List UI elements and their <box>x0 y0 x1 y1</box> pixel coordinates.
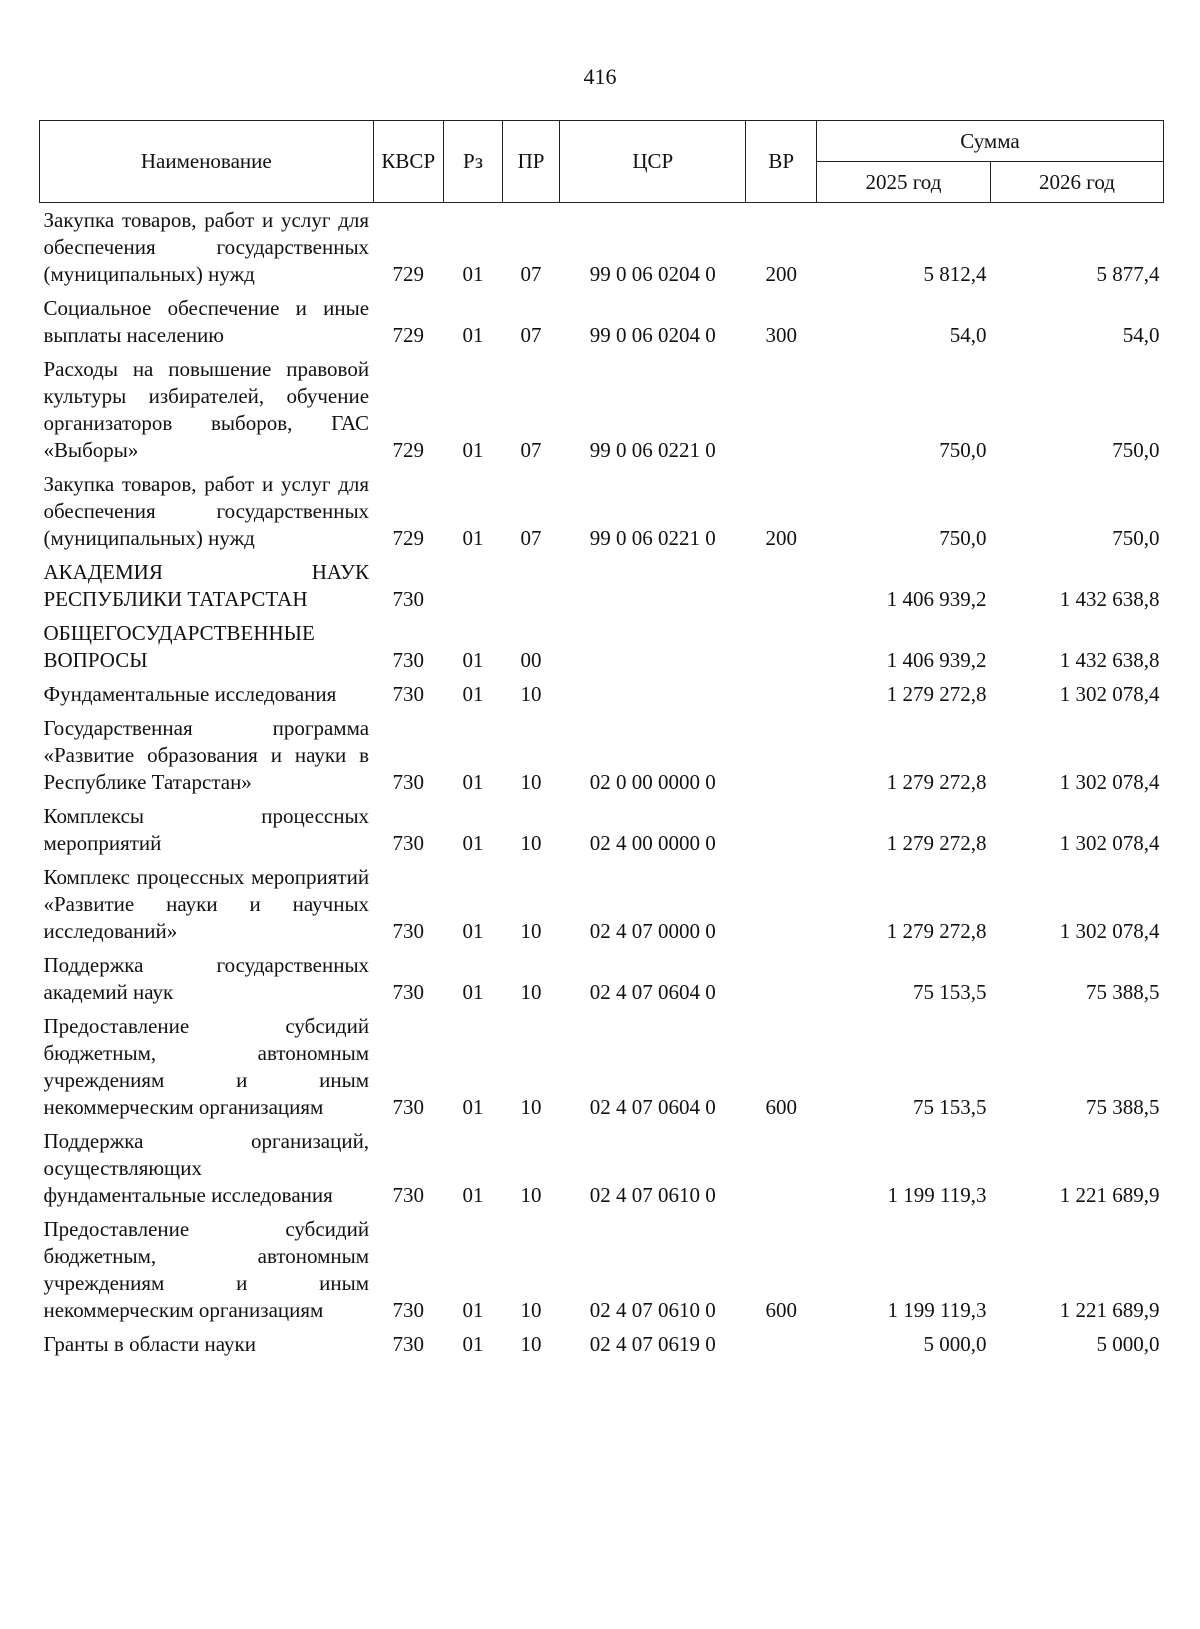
cell-name: Государственная программа «Развитие образования и науки в Республике Татарстан» <box>43 716 370 794</box>
cell-rz: 01 <box>462 1095 484 1119</box>
cell-kvsr: 730 <box>392 682 425 706</box>
cell-name: ОБЩЕГОСУДАРСТВЕННЫЕ ВОПРОСЫ <box>43 621 315 672</box>
cell-pr: 07 <box>520 438 542 462</box>
cell-kvsr: 730 <box>392 831 425 855</box>
cell-csr: 02 4 07 0619 0 <box>589 1332 716 1356</box>
cell-pr: 10 <box>520 980 542 1004</box>
cell-pr: 10 <box>520 831 542 855</box>
table-header <box>40 121 1164 203</box>
cell-pr: 10 <box>520 1095 542 1119</box>
cell-sum-2026: 1 302 078,4 <box>1059 682 1160 706</box>
table-row <box>40 1124 1164 1212</box>
cell-kvsr: 730 <box>392 648 425 672</box>
table-row <box>40 1212 1164 1327</box>
cell-sum-2026: 750,0 <box>1112 438 1160 462</box>
cell-pr: 10 <box>520 1298 542 1322</box>
cell-vr <box>746 616 816 677</box>
cell-vr <box>746 1327 816 1361</box>
cell-name: Поддержка государственных академий наук <box>43 953 370 1004</box>
cell-pr: 00 <box>520 648 542 672</box>
cell-kvsr: 729 <box>392 323 425 347</box>
cell-sum-2025: 1 199 119,3 <box>887 1298 987 1322</box>
cell-vr: 300 <box>765 323 797 347</box>
cell-pr <box>503 555 560 616</box>
cell-vr: 200 <box>765 262 797 286</box>
cell-name: АКАДЕМИЯ НАУК РЕСПУБЛИКИ ТАТАРСТАН <box>43 560 370 611</box>
cell-csr <box>560 677 746 711</box>
cell-rz: 01 <box>462 438 484 462</box>
cell-kvsr: 729 <box>392 526 425 550</box>
table-row <box>40 860 1164 948</box>
cell-csr <box>560 616 746 677</box>
cell-name: Комплексы процессных мероприятий <box>43 804 370 855</box>
cell-sum-2025: 54,0 <box>949 323 987 347</box>
cell-sum-2026: 75 388,5 <box>1086 1095 1160 1119</box>
cell-pr: 10 <box>520 682 542 706</box>
cell-rz: 01 <box>462 262 484 286</box>
cell-rz: 01 <box>462 682 484 706</box>
cell-vr <box>746 1124 816 1212</box>
cell-csr: 02 4 07 0610 0 <box>589 1298 716 1322</box>
cell-name: Предоставление субсидий бюджетным, автономным учреждениям и иным некоммерческим организациям <box>43 1014 370 1119</box>
cell-vr <box>746 711 816 799</box>
cell-kvsr: 730 <box>392 980 425 1004</box>
cell-rz: 01 <box>462 919 484 943</box>
cell-pr: 10 <box>520 770 542 794</box>
cell-sum-2025: 5 812,4 <box>923 262 987 286</box>
cell-vr <box>746 677 816 711</box>
cell-csr: 02 4 07 0000 0 <box>589 919 716 943</box>
cell-sum-2026: 1 302 078,4 <box>1059 831 1160 855</box>
cell-sum-2025: 5 000,0 <box>923 1332 987 1356</box>
cell-name: Поддержка организаций, осуществляющих фундаментальные исследования <box>43 1129 370 1207</box>
cell-csr <box>560 555 746 616</box>
cell-name: Комплекс процессных мероприятий «Развитие науки и научных исследований» <box>43 865 370 943</box>
cell-sum-2026: 54,0 <box>1122 323 1160 347</box>
cell-pr: 10 <box>520 919 542 943</box>
cell-sum-2026: 1 302 078,4 <box>1059 919 1160 943</box>
cell-csr: 02 4 07 0610 0 <box>589 1183 716 1207</box>
cell-sum-2025: 750,0 <box>939 438 987 462</box>
cell-vr <box>746 555 816 616</box>
cell-kvsr: 730 <box>392 1095 425 1119</box>
table-row <box>40 291 1164 352</box>
table-row <box>40 1009 1164 1124</box>
cell-rz: 01 <box>462 1298 484 1322</box>
cell-vr: 200 <box>765 526 797 550</box>
cell-csr: 02 4 07 0604 0 <box>589 980 716 1004</box>
cell-pr: 07 <box>520 262 542 286</box>
table-row <box>40 799 1164 860</box>
header-year-2025: 2025 год <box>816 162 990 203</box>
header-rz: Рз <box>444 121 503 203</box>
cell-rz: 01 <box>462 526 484 550</box>
cell-csr: 02 0 00 0000 0 <box>589 770 716 794</box>
cell-name: Гранты в области науки <box>43 1332 256 1356</box>
cell-sum-2025: 1 199 119,3 <box>887 1183 987 1207</box>
cell-kvsr: 730 <box>392 770 425 794</box>
cell-kvsr: 729 <box>392 438 425 462</box>
cell-rz: 01 <box>462 980 484 1004</box>
cell-sum-2026: 5 877,4 <box>1096 262 1160 286</box>
cell-pr: 07 <box>520 526 542 550</box>
cell-vr <box>746 948 816 1009</box>
cell-sum-2026: 5 000,0 <box>1096 1332 1160 1356</box>
cell-kvsr: 730 <box>392 1298 425 1322</box>
cell-kvsr: 730 <box>392 919 425 943</box>
cell-rz: 01 <box>462 1332 484 1356</box>
cell-sum-2026: 750,0 <box>1112 526 1160 550</box>
cell-csr: 99 0 06 0221 0 <box>589 526 716 550</box>
cell-vr <box>746 860 816 948</box>
table-row <box>40 711 1164 799</box>
table-row <box>40 555 1164 616</box>
cell-vr <box>746 352 816 467</box>
table-body <box>40 203 1164 1362</box>
cell-kvsr: 730 <box>392 587 425 611</box>
cell-rz: 01 <box>462 770 484 794</box>
table-row <box>40 616 1164 677</box>
header-csr: ЦСР <box>560 121 746 203</box>
cell-rz: 01 <box>462 323 484 347</box>
cell-name: Социальное обеспечение и иные выплаты населению <box>43 296 370 347</box>
cell-rz <box>444 555 503 616</box>
cell-csr: 99 0 06 0221 0 <box>589 438 716 462</box>
cell-name: Фундаментальные исследования <box>43 682 337 706</box>
cell-sum-2026: 1 302 078,4 <box>1059 770 1160 794</box>
header-sum: Сумма <box>816 121 1163 162</box>
table-row <box>40 467 1164 555</box>
header-kvsr: КВСР <box>373 121 443 203</box>
cell-kvsr: 730 <box>392 1332 425 1356</box>
cell-rz: 01 <box>462 648 484 672</box>
cell-vr: 600 <box>765 1095 797 1119</box>
cell-sum-2026: 1 432 638,8 <box>1059 648 1160 672</box>
cell-name: Предоставление субсидий бюджетным, автономным учреждениям и иным некоммерческим организациям <box>43 1217 370 1322</box>
table-row <box>40 677 1164 711</box>
cell-pr: 07 <box>520 323 542 347</box>
cell-vr: 600 <box>765 1298 797 1322</box>
cell-name: Закупка товаров, работ и услуг для обеспечения государственных (муниципальных) нужд <box>43 472 370 550</box>
page-number: 416 <box>583 64 617 89</box>
header-pr: ПР <box>503 121 560 203</box>
cell-sum-2025: 1 279 272,8 <box>886 919 987 943</box>
cell-name: Расходы на повышение правовой культуры избирателей, обучение организаторов выборов, ГАС «Выборы» <box>43 357 370 462</box>
cell-sum-2026: 1 432 638,8 <box>1059 587 1160 611</box>
cell-csr: 02 4 00 0000 0 <box>589 831 716 855</box>
cell-pr: 10 <box>520 1332 542 1356</box>
cell-sum-2025: 1 279 272,8 <box>886 831 987 855</box>
header-year-2026: 2026 год <box>990 162 1163 203</box>
cell-sum-2025: 1 406 939,2 <box>886 587 987 611</box>
table-row <box>40 1327 1164 1361</box>
cell-sum-2025: 1 406 939,2 <box>886 648 987 672</box>
table-row <box>40 352 1164 467</box>
cell-name: Закупка товаров, работ и услуг для обеспечения государственных (муниципальных) нужд <box>43 208 370 286</box>
cell-csr: 02 4 07 0604 0 <box>589 1095 716 1119</box>
cell-sum-2025: 1 279 272,8 <box>886 770 987 794</box>
cell-sum-2026: 1 221 689,9 <box>1059 1298 1160 1322</box>
cell-sum-2025: 1 279 272,8 <box>886 682 987 706</box>
cell-kvsr: 729 <box>392 262 425 286</box>
cell-kvsr: 730 <box>392 1183 425 1207</box>
budget-table <box>39 120 1164 1361</box>
cell-sum-2025: 75 153,5 <box>912 980 987 1004</box>
cell-csr: 99 0 06 0204 0 <box>589 323 716 347</box>
cell-sum-2026: 75 388,5 <box>1086 980 1160 1004</box>
cell-csr: 99 0 06 0204 0 <box>589 262 716 286</box>
cell-vr <box>746 799 816 860</box>
cell-rz: 01 <box>462 831 484 855</box>
cell-rz: 01 <box>462 1183 484 1207</box>
cell-sum-2026: 1 221 689,9 <box>1059 1183 1160 1207</box>
cell-sum-2025: 75 153,5 <box>912 1095 987 1119</box>
header-vr: ВР <box>746 121 816 203</box>
cell-pr: 10 <box>520 1183 542 1207</box>
cell-sum-2025: 750,0 <box>939 526 987 550</box>
table-row <box>40 203 1164 292</box>
header-name: Наименование <box>40 121 374 203</box>
table-row <box>40 948 1164 1009</box>
